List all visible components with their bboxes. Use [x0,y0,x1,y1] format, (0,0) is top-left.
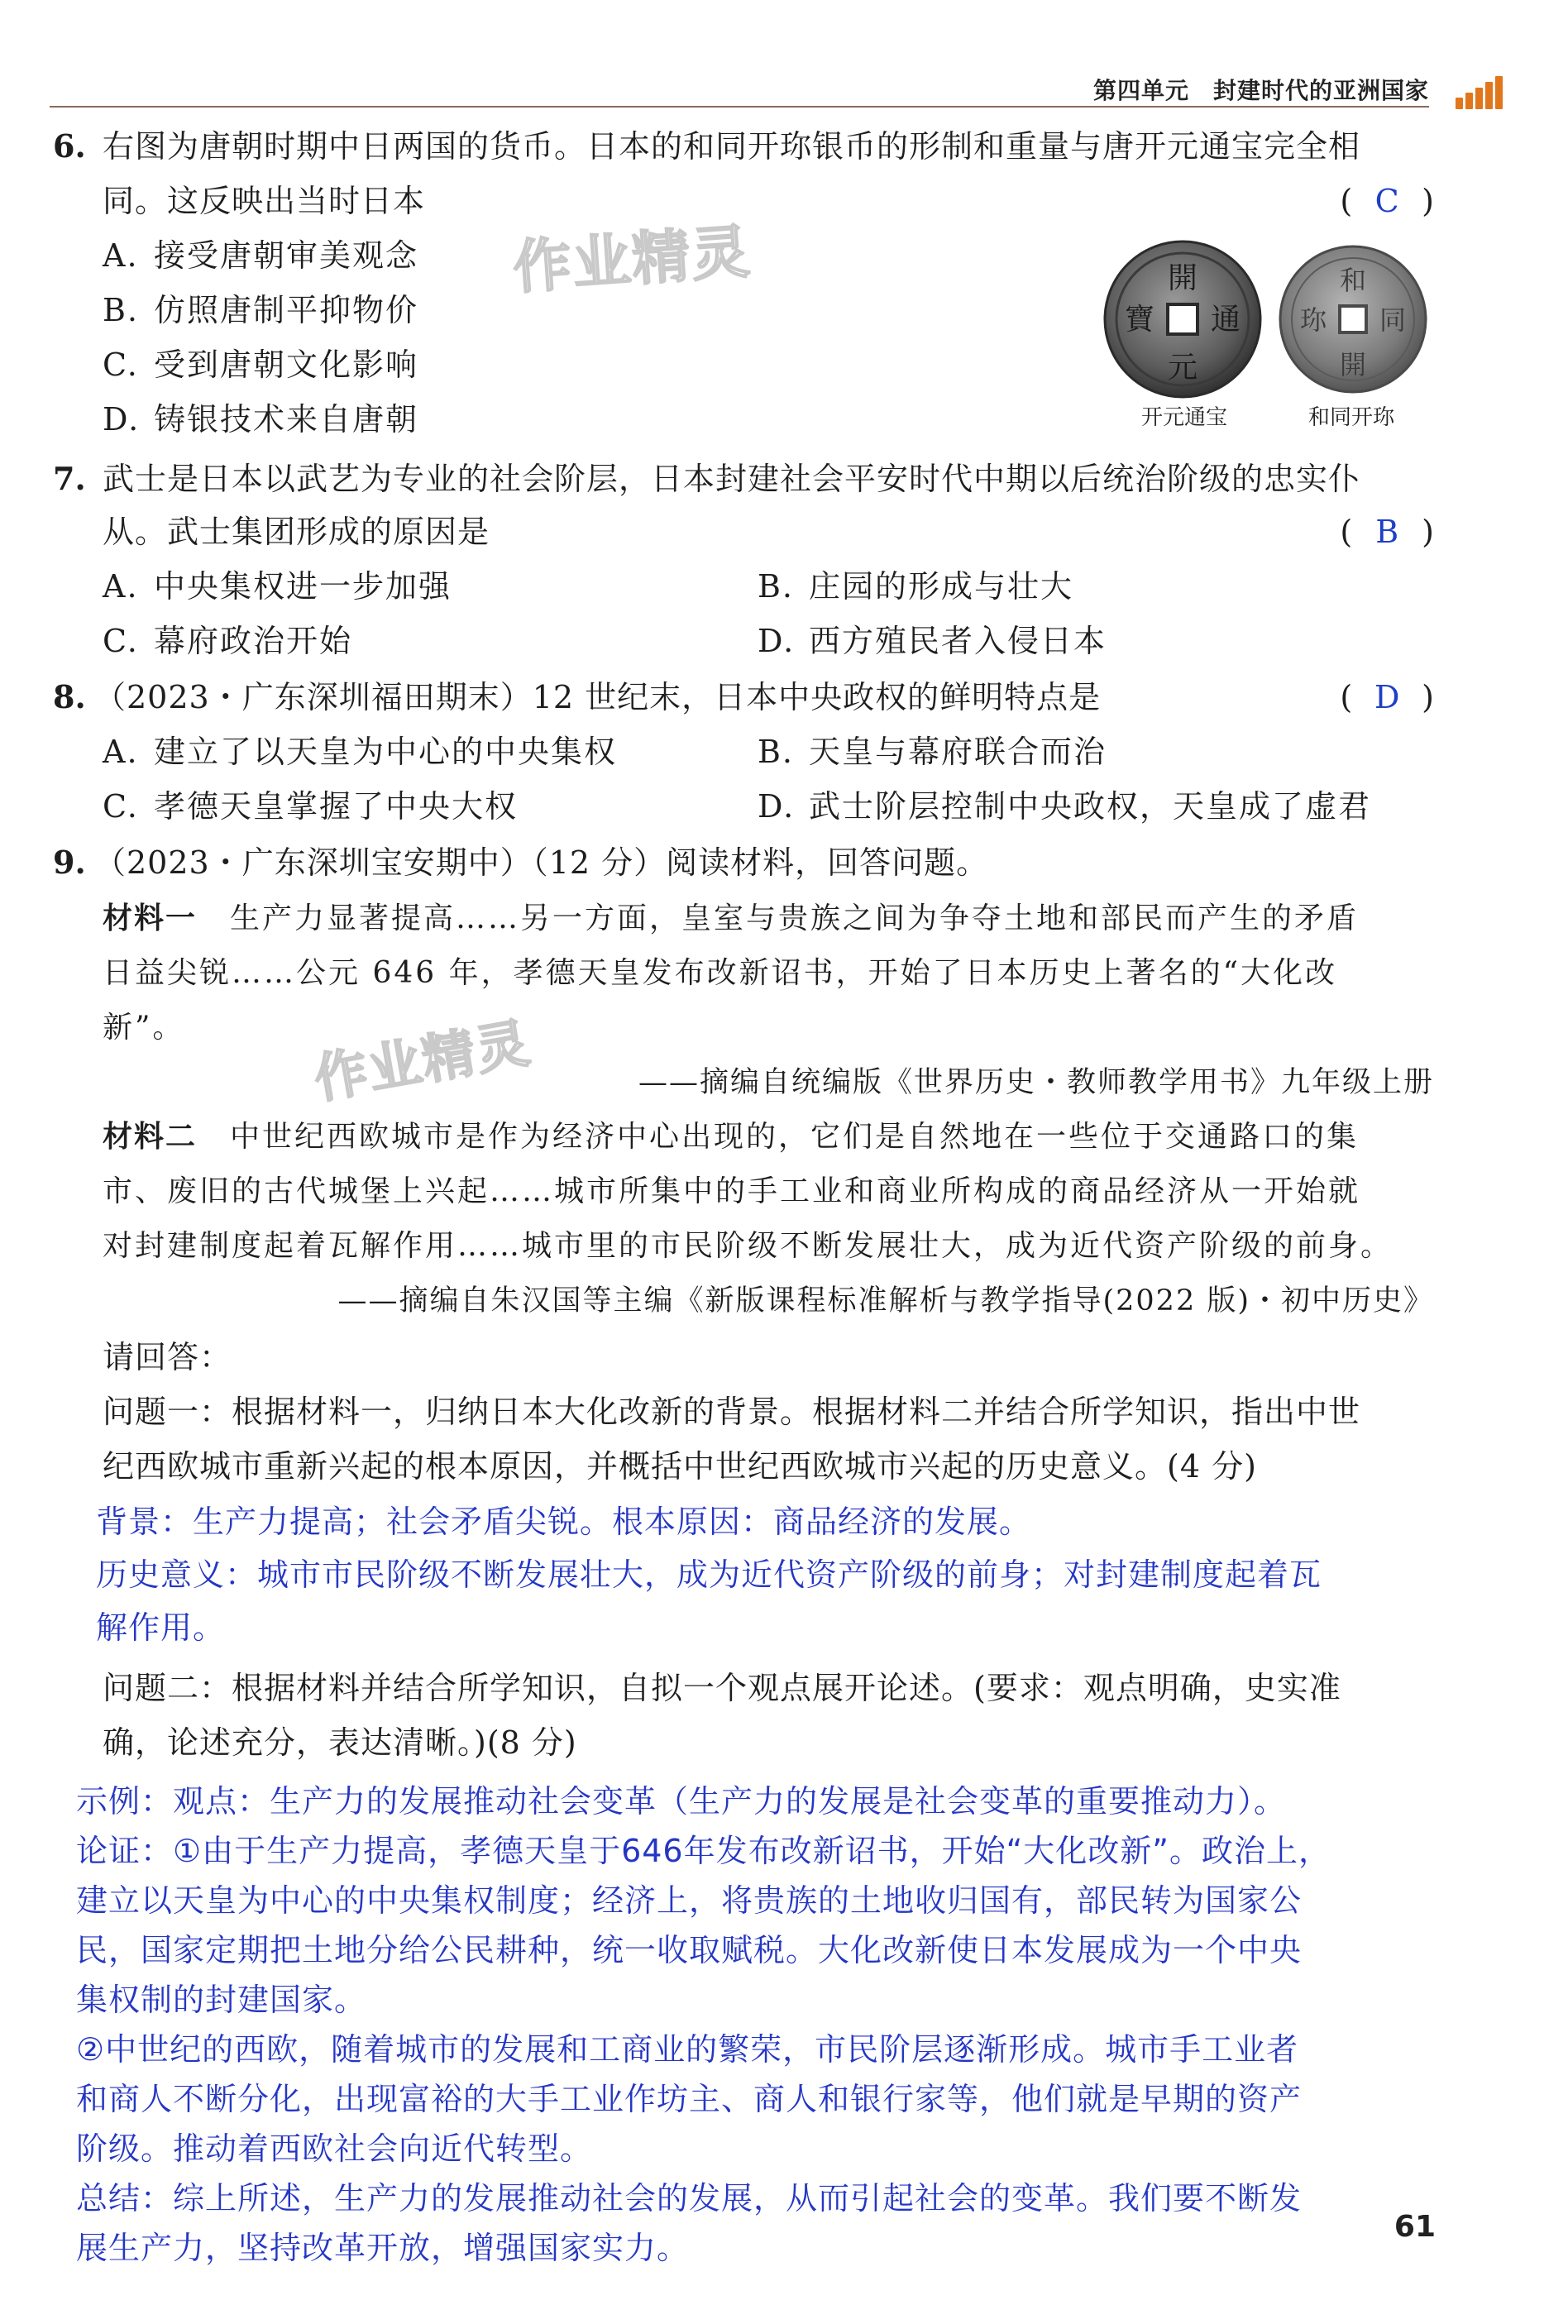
material-source: ——摘编自统编版《世界历史・教师教学用书》九年级上册 [638,1066,1434,1099]
answer-text: ②中世纪的西欧，随着城市的发展和工商业的繁荣，市民阶层逐渐形成。城市手工业者 [76,2031,1299,2068]
option-d: D. 铸银技术来自唐朝 [103,401,419,438]
sub-question-two: 问题二：根据材料并结合所学知识，自拟一个观点展开论述。(要求：观点明确，史实准 [103,1670,1341,1706]
answer: C [1374,183,1399,219]
chapter-title: 第四单元 封建时代的亚洲国家 [1092,77,1429,104]
question-number: 6. [53,127,86,165]
material-label: 材料二 [103,1120,198,1154]
sub-question-two: 确，论述充分，表达清晰。)(8 分) [103,1724,577,1761]
option-c: C. 幕府政治开始 [103,623,353,659]
answer: B [1375,514,1399,550]
material-one: 材料一 生产力显著提高……另一方面，皇室与贵族之间为争夺土地和部民而产生的矛盾 [103,901,1360,935]
answer-text: 阶级。推动着西欧社会向近代转型。 [76,2130,593,2167]
option-d: D. 武士阶层控制中央政权，天皇成了虚君 [758,788,1372,825]
sub-question-one: 纪西欧城市重新兴起的根本原因，并概括中世纪西欧城市兴起的历史意义。(4 分) [103,1448,1257,1485]
answer-text: 总结：综上所述，生产力的发展推动社会的发展，从而引起社会的变革。我们要不断发 [76,2180,1303,2216]
svg-text:開: 開 [1339,349,1367,380]
watermark: 作业精灵 [510,218,753,302]
header-divider [50,106,1429,108]
material-one-text: 日益尖锐……公元 646 年，孝德天皇发布改新诏书，开始了日本历史上著名的“大化改 [103,956,1338,990]
wadokaichin-coin [1280,246,1426,392]
option-a: A. 中央集权进一步加强 [103,568,452,605]
question-text: （2023・广东深圳福田期末）12 世纪末，日本中央政权的鲜明特点是 [94,679,1102,715]
svg-text:珎: 珎 [1299,304,1327,336]
answer-text: 背景：生产力提高；社会矛盾尖锐。根本原因：商品经济的发展。 [96,1504,1032,1540]
option-c: C. 孝德天皇掌握了中央大权 [103,788,519,825]
answer-text: 历史意义：城市市民阶级不断发展壮大，成为近代资产阶级的前身；对封建制度起着瓦 [96,1557,1322,1593]
sub-question-one: 问题一：根据材料一，归纳日本大化改新的背景。根据材料二并结合所学知识，指出中世 [103,1394,1361,1430]
coin-caption: 和同开珎 [1308,405,1395,430]
material-label: 材料一 [103,901,198,935]
svg-text:和: 和 [1339,265,1367,296]
question-number: 7. [53,460,86,497]
option-b: B. 仿照唐制平抑物价 [103,292,419,328]
answer-text: 示例：观点：生产力的发展推动社会变革（生产力的发展是社会变革的重要推动力）。 [76,1783,1287,1820]
answer-text: 和商人不断分化，出现富裕的大手工业作坊主、商人和银行家等，他们就是早期的资产 [76,2081,1303,2117]
svg-text:通: 通 [1210,303,1241,337]
coins-figure [1100,238,1431,428]
material-two: 材料二 中世纪西欧城市是作为经济中心出现的，它们是自然地在一些位于交通路口的集 [103,1120,1360,1154]
question-text: 同。这反映出当时日本 [103,183,426,219]
svg-text:寶: 寶 [1124,303,1155,337]
bar-chart-icon [1456,76,1502,109]
answer-text: 论证：①由于生产力提高，孝德天皇于646年发布改新诏书，开始“大化改新”。政治上， [76,1833,1331,1869]
prompt-text: 请回答： [103,1339,232,1375]
answer-text: 展生产力，坚持改革开放，增强国家实力。 [76,2230,690,2266]
option-a: A. 接受唐朝审美观念 [103,237,419,274]
option-d: D. 西方殖民者入侵日本 [758,623,1107,659]
question-text: 右图为唐朝时期中日两国的货币。日本的和同开珎银币的形制和重量与唐开元通宝完全相 [103,128,1361,165]
coin-caption: 开元通宝 [1141,405,1228,430]
answer-text: 建立以天皇为中心的中央集权制度；经济上，将贵族的土地收归国有，部民转为国家公 [76,1882,1303,1919]
question-number: 8. [53,678,86,715]
answer-bracket: ( B ) [1340,514,1434,550]
svg-text:開: 開 [1167,261,1198,295]
option-c: C. 受到唐朝文化影响 [103,347,419,383]
question-text: （2023・广东深圳宝安期中）（12 分）阅读材料，回答问题。 [94,844,989,881]
material-two-text: 市、废旧的古代城堡上兴起……城市所集中的手工业和商业所构成的商品经济从一开始就 [103,1174,1361,1208]
question-text: 从。武士集团形成的原因是 [103,514,490,550]
answer-text: 解作用。 [96,1609,226,1646]
option-a: A. 建立了以天皇为中心的中央集权 [103,734,618,770]
option-b: B. 庄园的形成与壮大 [758,568,1074,605]
question-text: 武士是日本以武艺为专业的社会阶层，日本封建社会平安时代中期以后统治阶级的忠实仆 [103,461,1361,497]
answer-text: 民，国家定期把土地分给公民耕种，统一收取赋税。大化改新使日本发展成为一个中央 [76,1932,1303,1968]
material-two-text: 对封建制度起着瓦解作用……城市里的市民阶级不断发展壮大，成为近代资产阶级的前身。 [103,1229,1394,1263]
material-one-text: 新”。 [103,1011,185,1045]
option-b: B. 天皇与幕府联合而治 [758,734,1107,770]
answer-text: 集权制的封建国家。 [76,1982,367,2018]
page-number: 61 [1394,2210,1436,2244]
watermark: 作业精灵 [309,1012,536,1112]
svg-text:元: 元 [1167,351,1198,385]
svg-text:同: 同 [1379,304,1407,336]
answer-bracket: ( C ) [1340,183,1434,219]
question-number: 9. [53,844,86,881]
material-source: ——摘编自朱汉国等主编《新版课程标准解析与教学指导(2022 版)・初中历史》 [337,1284,1434,1317]
answer: D [1374,679,1400,715]
kaiyuan-coin [1105,241,1260,397]
answer-bracket: ( D ) [1340,679,1434,715]
